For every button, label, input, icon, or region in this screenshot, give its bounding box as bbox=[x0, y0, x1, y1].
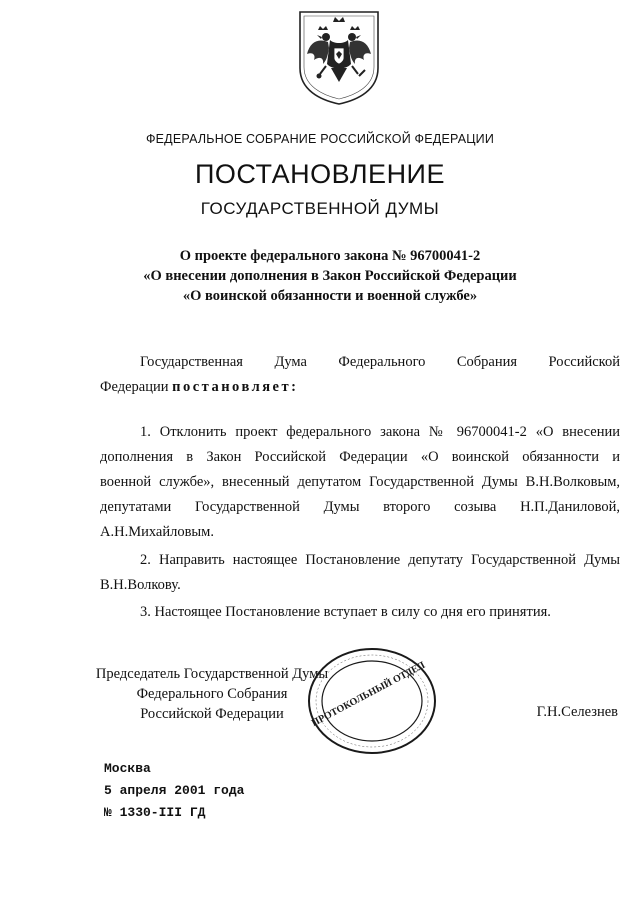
round-seal-icon bbox=[306, 646, 438, 756]
coat-of-arms-emblem bbox=[296, 8, 382, 106]
seal-label: ПРОТОКОЛЬНЫЙ ОТДЕЛ bbox=[309, 659, 428, 730]
document-number: № 1330-III ГД bbox=[104, 805, 206, 820]
issue-city: Москва bbox=[104, 761, 151, 776]
item-1-paragraph bbox=[100, 420, 620, 545]
item-2-paragraph bbox=[100, 548, 620, 598]
paragraph-line: В.Н.Волкову. bbox=[100, 577, 181, 593]
document-footer bbox=[104, 758, 244, 824]
paragraph-line: дополнения в Закон Российской Федерации «О воинской обязанности и bbox=[100, 449, 620, 465]
paragraph-line: 3. Настоящее Постановление вступает в силу со дня его принятия. bbox=[140, 604, 551, 620]
preamble-line: Государственная Дума Федерального Собрания Российской bbox=[140, 354, 620, 370]
paragraph-line: 1. Отклонить проект федерального закона № 96700041-2 «О внесении bbox=[140, 424, 620, 440]
double-headed-eagle-icon bbox=[296, 8, 382, 106]
paragraph-line: 2. Направить настоящее Постановление депутату Государственной Думы bbox=[140, 552, 620, 568]
preamble-line bbox=[100, 375, 620, 400]
resolves-keyword: постановляет: bbox=[172, 379, 299, 395]
signatory-name: Г.Н.Селезнев bbox=[536, 704, 618, 720]
signatory-title-line: Российской Федерации bbox=[140, 706, 284, 722]
signatory-title-line: Председатель Государственной Думы bbox=[95, 666, 329, 682]
issue-date: 5 апреля 2001 года bbox=[104, 783, 245, 798]
organization-heading: ФЕДЕРАЛЬНОЕ СОБРАНИЕ РОССИЙСКОЙ ФЕДЕРАЦИИ bbox=[145, 132, 495, 146]
document-subject bbox=[110, 246, 550, 306]
paragraph-line: военной службе», внесенный депутатом Государственной Думы В.Н.Волковым, bbox=[100, 474, 620, 490]
signatory-title-line: Федерального Собрания bbox=[136, 686, 288, 702]
signatory-title bbox=[92, 664, 332, 724]
preamble-paragraph bbox=[100, 350, 620, 400]
issuer-heading: ГОСУДАРСТВЕННОЙ ДУМЫ bbox=[200, 199, 440, 218]
subject-line: «О внесении дополнения в Закон Российской Федерации bbox=[143, 268, 517, 284]
subject-line: «О воинской обязанности и военной службе» bbox=[182, 288, 478, 304]
paragraph-line: депутатами Государственной Думы второго созыва Н.П.Даниловой, bbox=[100, 499, 620, 515]
preamble-text: Федерации bbox=[100, 379, 173, 395]
paragraph-line: А.Н.Михайловым. bbox=[100, 524, 214, 540]
item-3-paragraph bbox=[100, 600, 620, 625]
official-stamp bbox=[306, 646, 438, 756]
subject-line: О проекте федерального закона № 96700041-2 bbox=[179, 248, 481, 264]
document-type-title: ПОСТАНОВЛЕНИЕ bbox=[195, 159, 445, 189]
